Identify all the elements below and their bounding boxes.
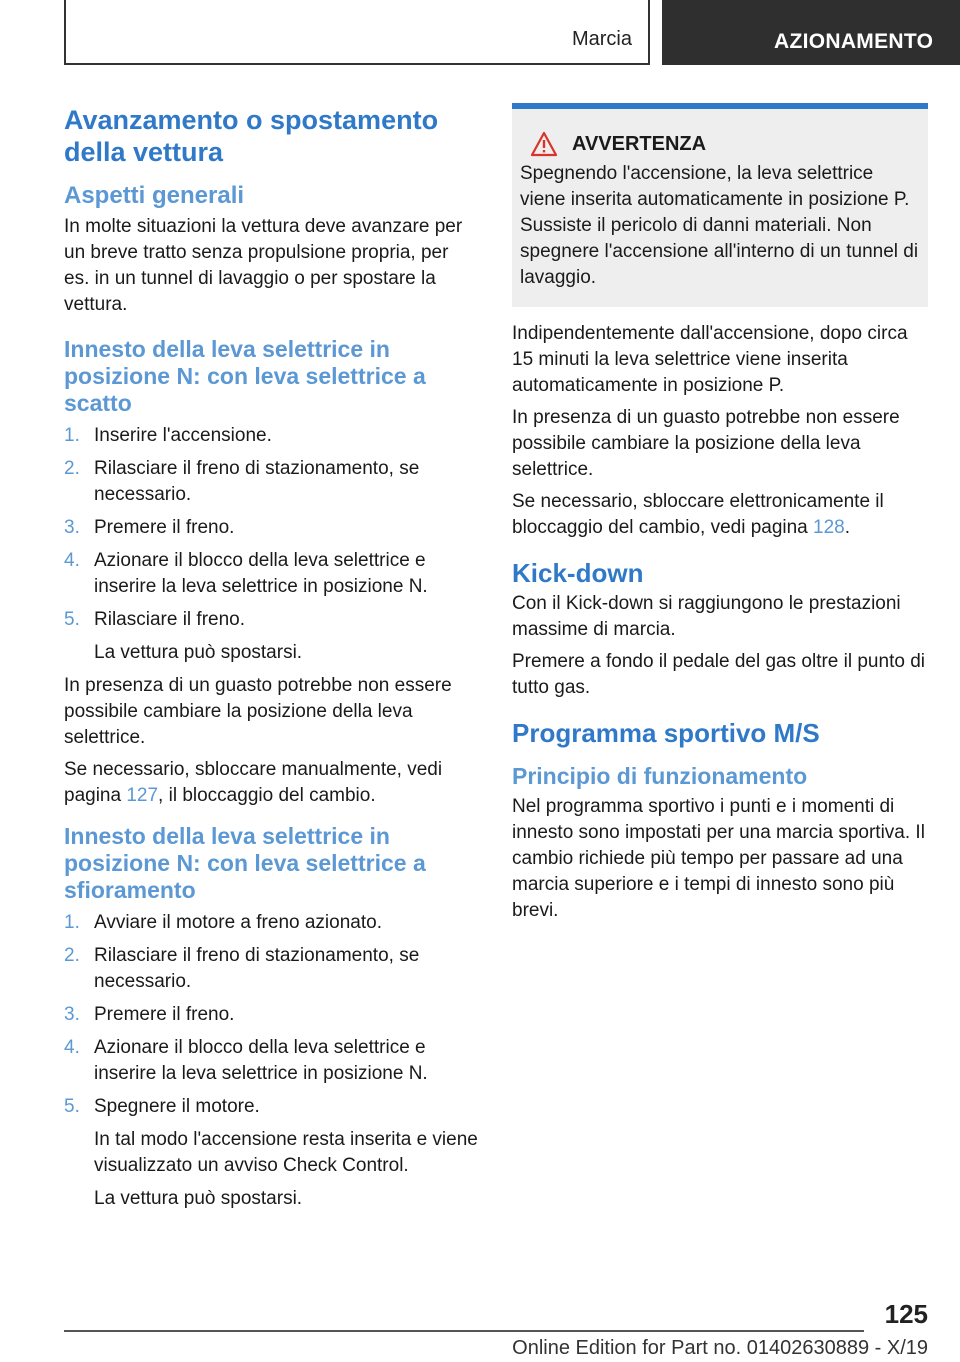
release-text-pre: Se necessario, sbloccare elettronicamente il bloccaggio del cambio, vedi pagina — [512, 491, 884, 538]
list-item — [64, 1094, 478, 1212]
step-main: Rilasciare il freno. — [94, 609, 245, 630]
step-text: Azionare il blocco della leva selettrice e inserire la leva selettrice in posizione N. — [94, 550, 428, 597]
step-text — [94, 1094, 478, 1212]
warning-header — [520, 131, 920, 157]
warning-box — [512, 103, 928, 307]
warning-text: Spegnendo l'accensione, la leva selettrice viene inserita automaticamente in posizione P. Sussiste il pericolo di danni materiali. Non spegnere l'accensione all'interno di un tunnel di lavaggio. — [520, 163, 919, 288]
step-text: Avviare il motore a freno azionato. — [94, 912, 382, 933]
step-number: 4. — [64, 550, 80, 571]
page-link-127[interactable]: 127 — [126, 785, 159, 806]
general-section — [64, 182, 478, 318]
sport-section — [512, 719, 928, 924]
header-chapter-tab — [662, 0, 960, 65]
step-number: 2. — [64, 458, 80, 479]
list-item — [64, 548, 478, 600]
general-text: In molte situazioni la vettura deve avanzare per un breve tratto senza propulsione propria, per es. in un tunnel di lavaggio o per spostare la vettura. — [64, 216, 463, 315]
warning-title: AVVERTENZA — [572, 132, 707, 155]
sport-subheading: Principio di funzionamento — [512, 763, 808, 789]
step-number: 1. — [64, 425, 80, 446]
release-text-post: , il bloccaggio del cambio. — [158, 785, 376, 806]
step-text: Inserire l'accensione. — [94, 425, 272, 446]
kickdown-section — [512, 559, 928, 701]
step-text: Premere il freno. — [94, 517, 235, 538]
step-text — [94, 607, 478, 666]
list-item — [64, 1035, 478, 1087]
step-main: Spegnere il motore. — [94, 1096, 260, 1117]
touch-lever-section — [64, 823, 478, 1212]
step-sub: La vettura può spostarsi. — [94, 642, 303, 663]
right-release-text — [512, 489, 928, 541]
right-column — [512, 103, 928, 942]
general-heading: Aspetti generali — [64, 182, 245, 209]
step-lever-fault-text: In presenza di un guasto potrebbe non essere possibile cambiare la posizione della leva selettrice. — [64, 675, 452, 748]
step-number: 5. — [64, 1096, 80, 1117]
step-lever-list — [64, 423, 478, 666]
sport-text: Nel programma sportivo i punti e i momenti di innesto sono impostati per una marcia sportiva. Il cambio richiede più tempo per passare ad una marcia superiore e i tempi di innesto sono più brevi. — [512, 796, 925, 921]
chapter-label: AZIONAMENTO — [774, 29, 934, 53]
step-text: Rilasciare il freno di stazionamento, se necessario. — [94, 458, 420, 505]
release-text-pre: Se necessario, sbloccare manualmente, vedi pagina — [64, 759, 443, 806]
step-sub: In tal modo l'accensione resta inserita e viene visualizzato un avviso Check Control. — [94, 1129, 478, 1176]
right-fault-text: In presenza di un guasto potrebbe non essere possibile cambiare la posizione della leva selettrice. — [512, 407, 900, 480]
list-item — [64, 943, 478, 995]
step-text: Azionare il blocco della leva selettrice e inserire la leva selettrice in posizione N. — [94, 1037, 428, 1084]
header-frame — [64, 0, 650, 65]
kickdown-heading: Kick-down — [512, 558, 644, 588]
warning-triangle-icon — [530, 131, 558, 157]
step-number: 3. — [64, 517, 80, 538]
step-lever-section — [64, 336, 478, 809]
sport-heading: Programma sportivo M/S — [512, 718, 820, 748]
list-item — [64, 456, 478, 508]
step-sub: La vettura può spostarsi. — [94, 1188, 303, 1209]
list-item — [64, 910, 478, 936]
header-section: Marcia — [571, 28, 632, 50]
step-lever-heading: Innesto della leva selettrice in posizione N: con leva selettrice a scatto — [64, 336, 426, 416]
step-number: 3. — [64, 1004, 80, 1025]
page-link-128[interactable]: 128 — [813, 517, 845, 538]
page-number: 125 — [884, 1299, 928, 1329]
kickdown-text-1: Con il Kick-down si raggiungono le prestazioni massime di marcia. — [512, 593, 901, 640]
footer-divider — [64, 1330, 864, 1332]
list-item — [64, 607, 478, 666]
step-lever-release-text — [64, 757, 478, 809]
release-text-post: . — [844, 517, 851, 538]
footer-edition: Online Edition for Part no. 01402630889 - X/19 — [512, 1337, 928, 1359]
touch-lever-heading: Innesto della leva selettrice in posizione N: con leva selettrice a sfioramento — [64, 823, 426, 903]
list-item — [64, 423, 478, 449]
step-number: 4. — [64, 1037, 80, 1058]
step-number: 1. — [64, 912, 80, 933]
step-text: Rilasciare il freno di stazionamento, se necessario. — [94, 945, 420, 992]
left-column — [64, 100, 478, 1230]
touch-lever-list — [64, 910, 478, 1212]
list-item — [64, 515, 478, 541]
kickdown-text-2: Premere a fondo il pedale del gas oltre il punto di tutto gas. — [512, 651, 925, 698]
step-text: Premere il freno. — [94, 1004, 235, 1025]
auto-park-text: Indipendentemente dall'accensione, dopo circa 15 minuti la leva selettrice viene inserita automaticamente in posizione P. — [512, 323, 908, 396]
page-title: Avanzamento o spostamento della vettura — [64, 105, 439, 167]
list-item — [64, 1002, 478, 1028]
step-number: 2. — [64, 945, 80, 966]
step-number: 5. — [64, 609, 80, 630]
